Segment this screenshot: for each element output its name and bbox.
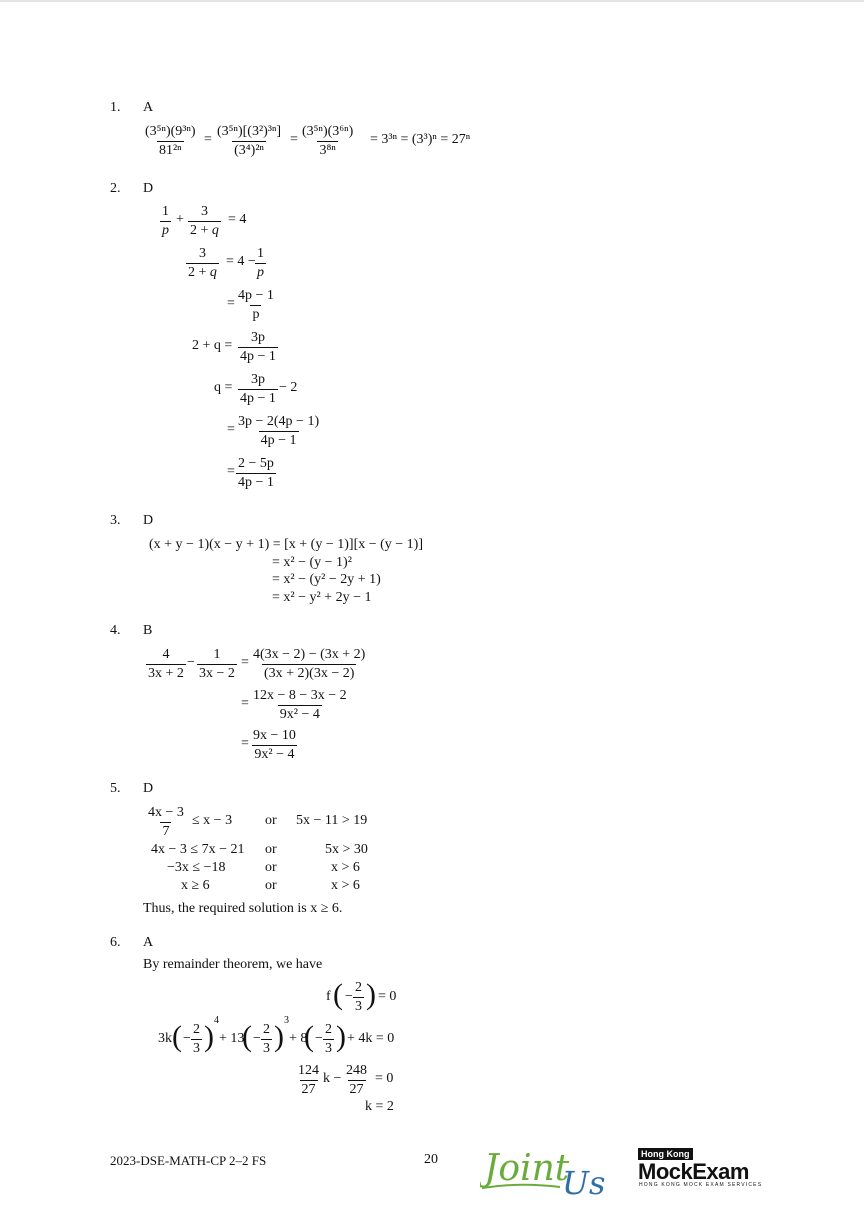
question-number: 5. <box>110 781 121 796</box>
fraction: $\frac{\text{(3⁵ⁿ)(9³ⁿ)}}{\text{81²ⁿ}}$ <box>145 124 196 158</box>
equation-text: − 2 <box>279 380 298 395</box>
equation-text: 5x − 11 > 19 <box>296 813 368 828</box>
equation-text: = x² − (y − 1)² <box>272 555 352 570</box>
fraction: $\frac{4(3x - 2) - (3x + 2)}{(3x + 2)(3x - 2)}$ <box>253 647 366 681</box>
fraction: $\frac{9x - 10}{\text{9x² − 4}}$ <box>253 728 296 762</box>
equation-text: + 4k = 0 <box>347 1031 395 1046</box>
connector-or: or <box>265 813 277 828</box>
fraction: $\frac{2 - 5p}{4p - 1}$ <box>238 456 274 490</box>
fraction: $\frac{2}{3}$ <box>193 1022 200 1056</box>
equation-text: + 13 <box>219 1031 245 1046</box>
fraction: $\frac{4x - 3}{7}$ <box>148 805 184 839</box>
intro-text: By remainder theorem, we have <box>143 957 323 972</box>
equation-text: = 4 <box>228 212 247 227</box>
equation-text: −3x ≤ −18 <box>167 860 226 875</box>
equation-text: = 0 <box>375 1071 394 1086</box>
equation-text: x > 6 <box>331 860 360 875</box>
equation-text: 2 + q = <box>192 338 233 353</box>
question-number: 4. <box>110 623 121 638</box>
fraction: $\frac{1}{p}$ <box>162 204 169 238</box>
page-number: 20 <box>424 1152 438 1167</box>
connector-or: or <box>265 842 277 857</box>
equation-text: 4x − 3 ≤ 7x − 21 <box>151 842 245 857</box>
fraction: $\frac{2}{3}$ <box>325 1022 332 1056</box>
equation-text: 3k <box>158 1031 172 1046</box>
equation-text: + 8 <box>289 1031 308 1046</box>
equation-text: ≤ x − 3 <box>192 813 233 828</box>
fraction: $\frac{\text{(3⁵ⁿ)[(3²)³ⁿ]}}{\text{(3⁴)²ⁿ}}$ <box>217 124 282 158</box>
answer-letter: A <box>143 935 154 950</box>
fraction: $\frac{2}{3}$ <box>263 1022 270 1056</box>
equation-text: x > 6 <box>331 878 360 893</box>
equation-text: = x² − y² + 2y − 1 <box>272 590 372 605</box>
equation-text: 5x > 30 <box>325 842 368 857</box>
question-number: 6. <box>110 935 121 950</box>
equation-text: x ≥ 6 <box>181 878 210 893</box>
fraction: $\frac{\text{(3⁵ⁿ)(3⁶ⁿ)}}{\text{3⁸ⁿ}}$ <box>302 124 354 158</box>
answer-letter: B <box>143 623 153 638</box>
fraction: $\frac{1}{3x - 2}$ <box>199 647 235 681</box>
connector-or: or <box>265 860 277 875</box>
answer-letter: D <box>143 781 154 796</box>
fraction: $\frac{3}{2 + q}$ <box>190 204 219 238</box>
mockexam-logo: Hong Kong MockExam HONG KONG MOCK EXAM SERVICES <box>638 1149 763 1188</box>
question-number: 1. <box>110 100 121 115</box>
connector-or: or <box>265 878 277 893</box>
fraction: $\frac{2}{3}$ <box>355 980 362 1014</box>
page-top-border <box>0 0 864 2</box>
fraction: $\frac{3}{2 + q}$ <box>188 246 217 280</box>
equation-text: q = <box>214 380 233 395</box>
equation-text: = 3³ⁿ = (3³)ⁿ = 27ⁿ <box>370 132 471 147</box>
svg-text:Us: Us <box>562 1164 605 1202</box>
exponent: 3 <box>284 1015 289 1026</box>
exponent: 4 <box>214 1015 219 1026</box>
fraction: $\frac{3p}{4p - 1}$ <box>240 330 276 364</box>
equation-text: = 4 − <box>226 254 256 269</box>
equation-text: (x + y − 1)(x − y + 1) = [x + (y − 1)][x − (y − 1)] <box>149 537 424 552</box>
equation-text: k − <box>323 1071 342 1086</box>
answer-letter: D <box>143 181 154 196</box>
result-text: k = 2 <box>365 1099 394 1114</box>
question-number: 2. <box>110 181 121 196</box>
conclusion-text: Thus, the required solution is x ≥ 6. <box>143 901 343 916</box>
fraction: $\frac{124}{27}$ <box>298 1063 319 1097</box>
fraction: $\frac{4}{3x + 2}$ <box>148 647 184 681</box>
jointus-logo <box>480 1140 605 1202</box>
fraction: $\frac{1}{p}$ <box>257 246 264 280</box>
svg-text:Joint: Joint <box>484 1148 570 1189</box>
fraction: $\frac{4p - 1}{p}$ <box>238 288 274 322</box>
question-number: 3. <box>110 513 121 528</box>
answer-letter: A <box>143 100 154 115</box>
function-label: f <box>326 989 331 1004</box>
answer-letter: D <box>143 513 154 528</box>
fraction: $\frac{12x - 8 - 3x - 2}{\text{9x² − 4}}$ <box>253 688 347 722</box>
paper-code: 2023-DSE-MATH-CP 2–2 FS <box>110 1153 267 1168</box>
fraction: $\frac{3p}{4p - 1}$ <box>240 372 276 406</box>
fraction: $\frac{248}{27}$ <box>346 1063 367 1097</box>
equation-text: = 0 <box>378 989 397 1004</box>
fraction: $\frac{3p - 2(4p - 1)}{4p - 1}$ <box>238 414 320 448</box>
equation-text: = x² − (y² − 2y + 1) <box>272 572 381 587</box>
